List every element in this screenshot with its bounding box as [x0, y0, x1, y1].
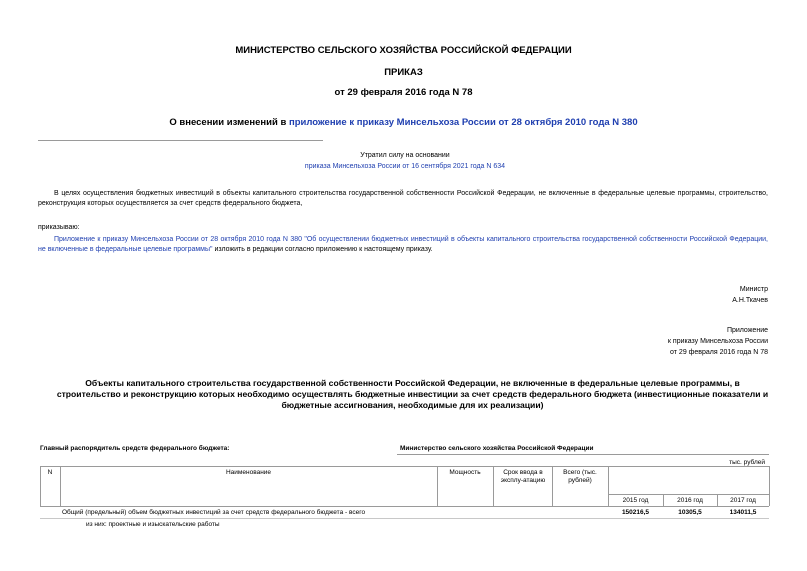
header-total: Всего (тыс. рублей) — [563, 469, 597, 484]
header-n: N — [47, 469, 53, 476]
subject-link[interactable]: приложение к приказу Минсельхоза России от 28 октября 2010 года N 380 — [288, 117, 638, 128]
order-rest: изложить в редакции согласно приложению к настоящему приказу. — [212, 246, 433, 253]
subject-prefix: О внесении изменений в — [169, 117, 289, 128]
order-link[interactable]: Приложение к приказу Минсельхоза России от 28 октября 2010 года N 380 "Об осуществлении бюджетных инвестиций в объекты капитального строительства государственной собственности Российской Федерации, не включенные в федеральные целевые программы" — [38, 236, 768, 253]
order-paragraph — [38, 235, 768, 255]
appendix-line1: Приложение — [726, 327, 768, 334]
header-name: Наименование — [225, 469, 272, 476]
row-2017: 134011,5 — [729, 509, 757, 516]
row-2015: 150216,5 — [621, 509, 650, 516]
status-link[interactable]: приказа Минсельхоза России от 16 сентября 2021 года N 634 — [304, 163, 506, 170]
header-term: Срок ввода в эксплу-атацию — [500, 469, 546, 484]
appendix-line3: от 29 февраля 2016 года N 78 — [670, 349, 768, 356]
units-label: тыс. рублей — [729, 459, 765, 466]
row-name: из них: проектные и изыскательские работы — [86, 521, 220, 528]
appendix-line2: к приказу Минсельхоза России — [667, 338, 768, 345]
annex-title: Объекты капитального строительства государственной собственности Российской Федерации, не включенные в федеральные целевые программы, в строительство и реконструкцию которых необходимо осуществлять бюджетные инвестиции за счет средств федерального бюджета (инвестиционные показатели и бюджетные ассигнования, необходимые для их реализации) — [56, 378, 769, 410]
signature-position: Министр — [739, 286, 768, 293]
divider — [38, 140, 323, 141]
intro-paragraph: В целях осуществления бюджетных инвестиций в объекты капитального строительства государственной собственности Российской Федерации, не включенные в федеральные целевые программы, строительство, реконструкция которых осуществляется за счет средств федерального бюджета, — [38, 190, 768, 207]
ministry-title: МИНИСТЕРСТВО СЕЛЬСКОГО ХОЗЯЙСТВА РОССИЙСКОЙ ФЕДЕРАЦИИ — [235, 45, 572, 56]
header-capacity: Мощность — [449, 469, 481, 476]
row-name: Общий (предельный) объем бюджетных инвестиций за счет средств федерального бюджета - всего — [62, 509, 366, 516]
header-2015: 2015 год — [622, 497, 649, 504]
row-2016: 10305,5 — [678, 509, 702, 516]
order-word: приказываю: — [38, 224, 80, 231]
distributor-label: Главный распорядитель средств федерального бюджета: — [40, 445, 230, 452]
doc-subject — [0, 117, 807, 128]
distributor-underline — [397, 454, 769, 455]
signature-name: А.Н.Ткачев — [732, 297, 768, 304]
status-line1: Утратил силу на основании — [360, 152, 450, 159]
header-2016: 2016 год — [677, 497, 703, 504]
distributor-value: Министерство сельского хозяйства Российской Федерации — [400, 445, 594, 452]
doc-type: ПРИКАЗ — [384, 67, 423, 78]
header-2017: 2017 год — [730, 497, 756, 504]
doc-date: от 29 февраля 2016 года N 78 — [334, 87, 473, 98]
